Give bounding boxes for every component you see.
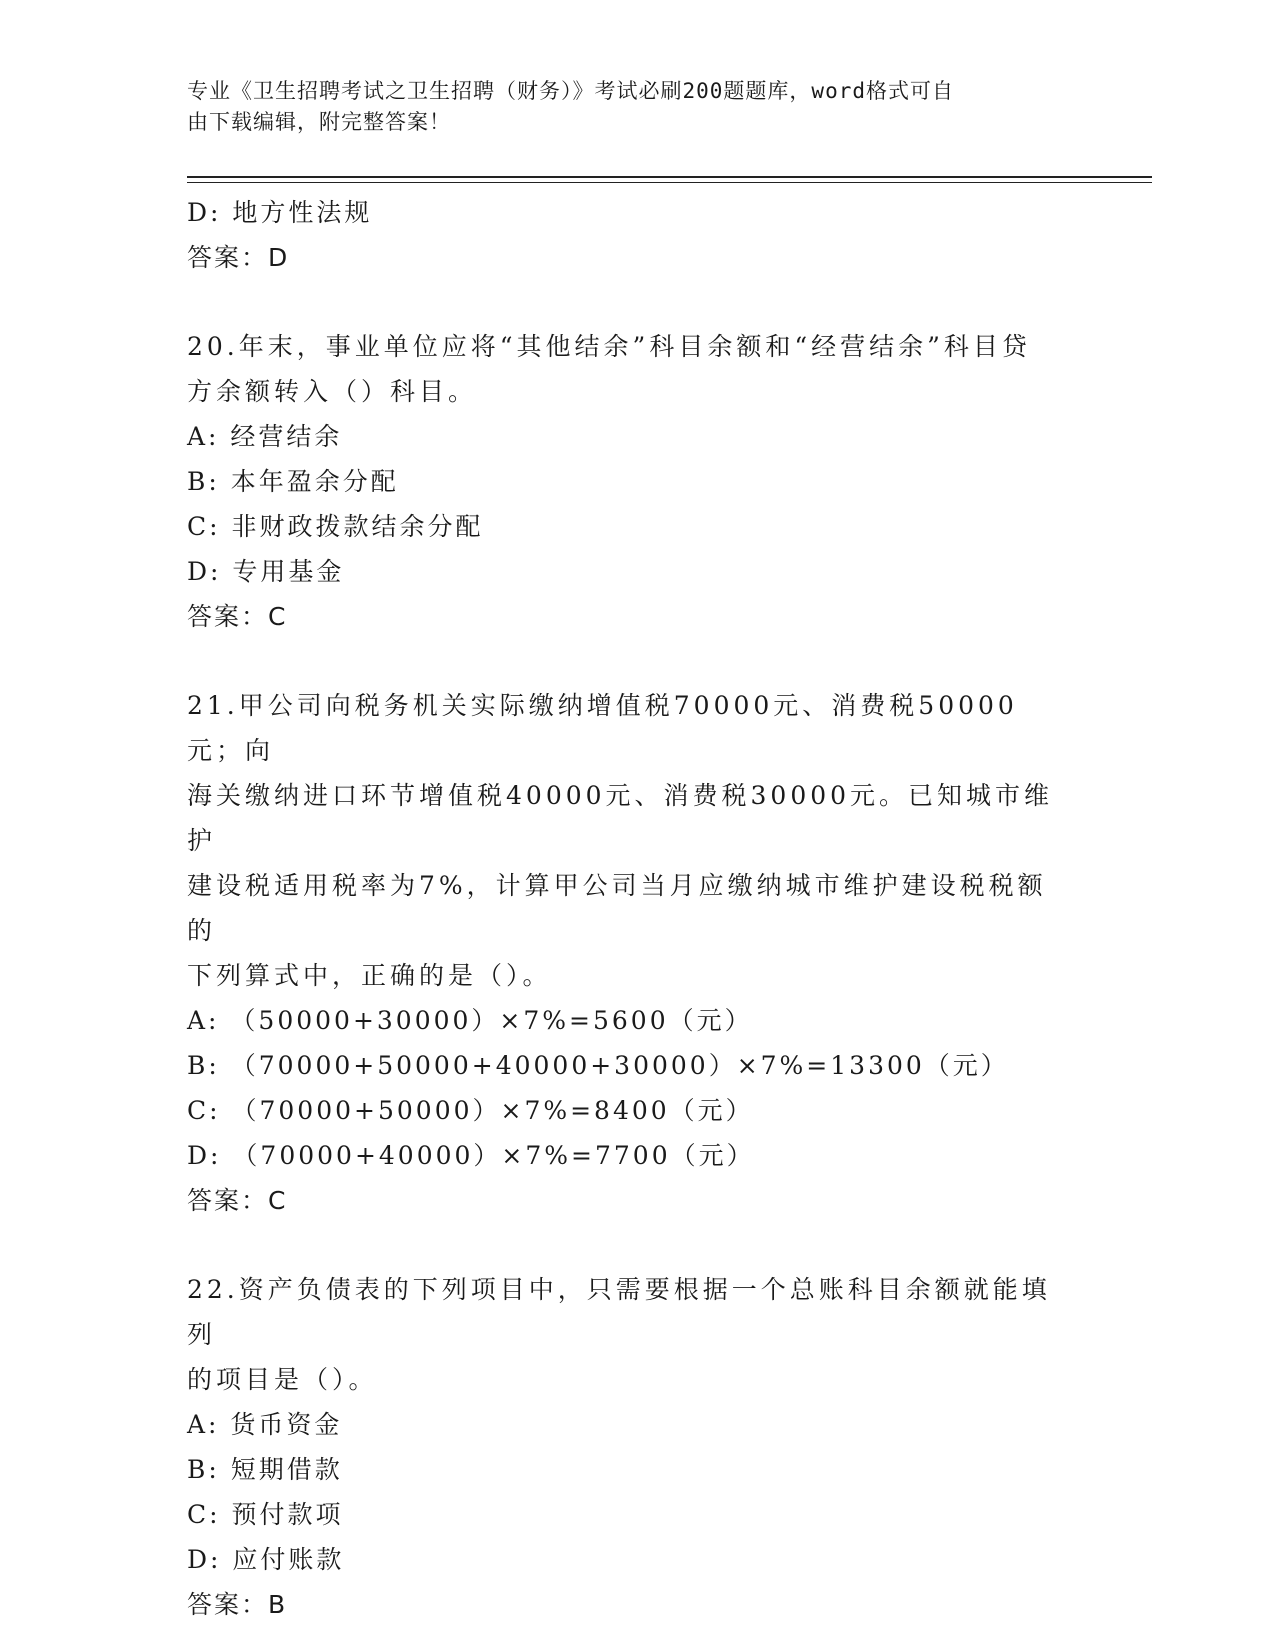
header-divider-thin bbox=[187, 182, 1152, 183]
q20-stem-line-2: 方余额转入（）科目。 bbox=[187, 377, 478, 406]
q22-option-a: A: 货币资金 bbox=[187, 1410, 343, 1439]
q21-option-c: C: （70000+50000）×7%=8400（元） bbox=[187, 1096, 754, 1125]
q22-answer: 答案：B bbox=[187, 1590, 288, 1619]
document-header bbox=[187, 76, 1067, 138]
spacer bbox=[187, 1223, 1067, 1267]
q21-stem-line-1: 21.甲公司向税务机关实际缴纳增值税70000元、消费税50000元；向 bbox=[187, 691, 1018, 765]
q21-answer: 答案：C bbox=[187, 1186, 288, 1215]
q21-stem-line-3: 建设税适用税率为7%，计算甲公司当月应缴纳城市维护建设税税额的 bbox=[187, 871, 1047, 945]
spacer bbox=[187, 639, 1067, 683]
q20-stem-line-1: 20.年末，事业单位应将“其他结余”科目余额和“经营结余”科目贷 bbox=[187, 332, 1031, 361]
q21-option-a: A: （50000+30000）×7%=5600（元） bbox=[187, 1006, 753, 1035]
q19-option-d: D: 地方性法规 bbox=[187, 198, 373, 227]
header-divider-thick bbox=[187, 176, 1152, 178]
header-line-2: 由下载编辑，附完整答案！ bbox=[187, 110, 451, 134]
q21-stem-line-4: 下列算式中，正确的是（）。 bbox=[187, 961, 552, 990]
q22-stem-line-1: 22.资产负债表的下列项目中，只需要根据一个总账科目余额就能填列 bbox=[187, 1275, 1051, 1349]
question-20 bbox=[187, 324, 1067, 639]
q21-option-d: D: （70000+40000）×7%=7700（元） bbox=[187, 1141, 755, 1170]
q20-answer: 答案：C bbox=[187, 602, 288, 631]
header-line-1: 专业《卫生招聘考试之卫生招聘（财务）》考试必刷200题题库，word格式可自 bbox=[187, 79, 954, 103]
q20-option-d: D: 专用基金 bbox=[187, 557, 345, 586]
question-21 bbox=[187, 683, 1067, 1223]
q20-option-c: C: 非财政拨款结余分配 bbox=[187, 512, 484, 541]
question-22 bbox=[187, 1267, 1067, 1627]
q20-option-a: A: 经营结余 bbox=[187, 422, 343, 451]
q22-option-b: B: 短期借款 bbox=[187, 1455, 343, 1484]
q22-stem-line-2: 的项目是（）。 bbox=[187, 1365, 378, 1394]
document-body bbox=[187, 190, 1067, 1627]
q19-answer: 答案：D bbox=[187, 243, 290, 272]
q22-option-d: D: 应付账款 bbox=[187, 1545, 345, 1574]
spacer bbox=[187, 280, 1067, 324]
q22-option-c: C: 预付款项 bbox=[187, 1500, 344, 1529]
q20-option-b: B: 本年盈余分配 bbox=[187, 467, 399, 496]
q21-stem-line-2: 海关缴纳进口环节增值税40000元、消费税30000元。已知城市维护 bbox=[187, 781, 1054, 855]
q21-option-b: B: （70000+50000+40000+30000）×7%=13300（元） bbox=[187, 1051, 1009, 1080]
